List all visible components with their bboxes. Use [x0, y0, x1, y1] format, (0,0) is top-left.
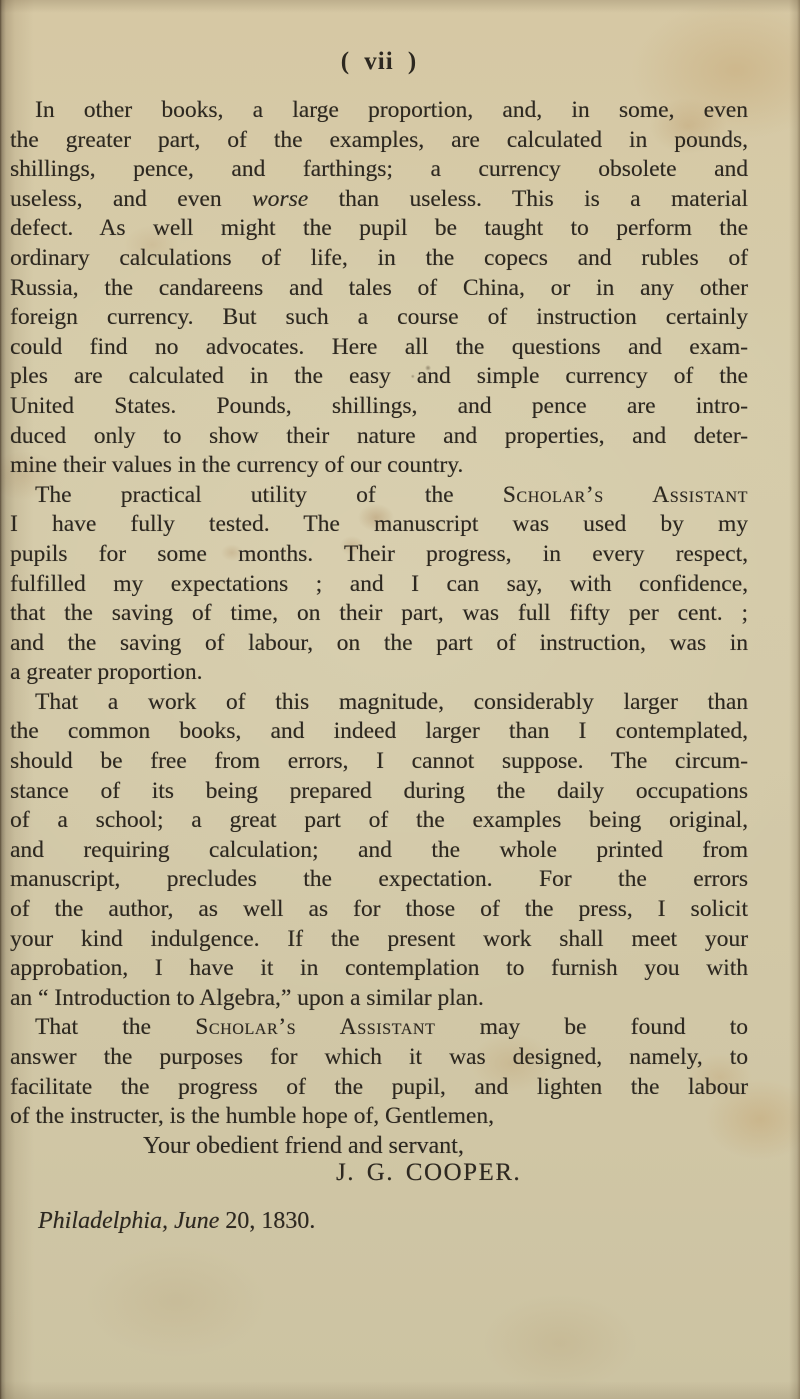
text-segment: shillings, pence, and farthings; a currency obsolete and [10, 156, 748, 183]
text-segment: duced only to show their nature and properties, and deter- [10, 422, 748, 449]
text-segment: United States. Pounds, shillings, and pence are intro- [10, 392, 748, 419]
text-line [10, 747, 748, 777]
text-line [10, 155, 748, 185]
text-segment: that the saving of time, on their part, was full fifty per cent. ; [10, 600, 748, 627]
text-line [10, 126, 748, 156]
text-segment: ordinary calculations of life, in the copecs and rubles of [10, 244, 748, 271]
text-segment: an “ Introduction to Algebra,” upon a similar plan. [10, 984, 484, 1011]
text-line [10, 333, 748, 363]
text-line [10, 688, 748, 718]
page-number: ( vii ) [340, 48, 418, 75]
text-line [10, 895, 748, 925]
text-line [10, 362, 748, 392]
text-segment: and requiring calculation; and the whole printed from [10, 836, 748, 863]
text-line [10, 777, 748, 807]
text-segment: approbation, I have it in contemplation to furnish you with [10, 955, 748, 982]
text-segment: The practical utility of the [35, 481, 503, 508]
text-line [10, 481, 748, 511]
text-segment: That the [35, 1014, 196, 1041]
text-line [10, 303, 748, 333]
text-segment: Russia, the candareens and tales of China, or in any other [10, 274, 748, 301]
text-line [10, 658, 748, 688]
text-segment: 20, 1830. [225, 1208, 316, 1234]
text-line [10, 510, 748, 540]
text-line [10, 422, 748, 452]
text-segment: the greater part, of the examples, are calculated in pounds, [10, 126, 748, 153]
text-line [10, 836, 748, 866]
paragraph [10, 688, 748, 1014]
text-segment: fulfilled my expectations ; and I can say, with confidence, [10, 570, 748, 597]
text-line [10, 570, 748, 600]
text-line [10, 1073, 748, 1103]
closing-salutation: Your obedient friend and servant, [143, 1133, 464, 1159]
text-segment: Philadelphia, June [38, 1208, 226, 1234]
text-line [10, 1043, 748, 1073]
text-line [10, 954, 748, 984]
text-segment: foreign currency. But such a course of instruction certainly [10, 304, 748, 331]
text-segment: of a school; a great part of the examples being original, [10, 807, 748, 834]
text-line [10, 1013, 748, 1043]
text-segment: pupils for some months. Their progress, in every respect, [10, 540, 748, 567]
text-line [10, 540, 748, 570]
closing-signature: J. G. COOPER. [336, 1159, 522, 1186]
paragraph [10, 481, 748, 688]
text-segment: of the author, as well as for those of the press, I solicit [10, 896, 748, 923]
text-segment: may be found to [435, 1014, 748, 1041]
text-segment: answer the purposes for which it was designed, namely, to [10, 1044, 748, 1070]
text-line [10, 274, 748, 304]
paragraph [10, 1013, 748, 1131]
text-segment: than useless. This is a material [308, 185, 748, 212]
text-segment: ples are calculated in the easy and simple currency of the [10, 363, 748, 390]
text-segment: manuscript, precludes the expectation. For the errors [10, 866, 748, 893]
text-segment: your kind indulgence. If the present work shall meet your [10, 925, 748, 952]
text-line [10, 1102, 748, 1132]
text-segment: stance of its being prepared during the daily occupations [10, 777, 748, 804]
text-line [10, 244, 748, 274]
text-line [10, 984, 748, 1014]
text-segment: mine their values in the currency of our country. [10, 452, 464, 479]
text-segment: Scholar’s Assistant [195, 1014, 436, 1041]
text-segment: worse [252, 185, 309, 212]
page-body [10, 96, 748, 1132]
text-segment: of the instructer, is the humble hope of, Gentlemen, [10, 1103, 494, 1130]
text-segment: useless, and even [10, 185, 252, 212]
text-line [10, 185, 748, 215]
text-line [10, 392, 748, 422]
text-segment: could find no advocates. Here all the questions and exam- [10, 333, 748, 360]
text-segment: a greater proportion. [10, 659, 203, 686]
text-segment: should be free from errors, I cannot suppose. The circum- [10, 748, 748, 775]
text-segment: Scholar’s Assistant [502, 481, 748, 508]
text-segment: That a work of this magnitude, considerably larger than [35, 688, 748, 715]
text-line [10, 717, 748, 747]
closing-dateline [38, 1208, 315, 1235]
text-line [10, 629, 748, 659]
text-segment: facilitate the progress of the pupil, and lighten the labour [10, 1073, 748, 1100]
text-segment: the common books, and indeed larger than I contemplated, [10, 718, 748, 745]
text-line [10, 599, 748, 629]
text-segment: and the saving of labour, on the part of instruction, was in [10, 629, 748, 656]
text-line [10, 806, 748, 836]
paragraph [10, 96, 748, 481]
text-segment: In other books, a large proportion, and, in some, even [35, 97, 748, 123]
text-line [10, 96, 748, 126]
text-line [10, 925, 748, 955]
text-segment: defect. As well might the pupil be taught to perform the [10, 215, 748, 242]
text-segment: I have fully tested. The manuscript was used by my [10, 511, 748, 538]
text-line [10, 214, 748, 244]
text-line [10, 451, 748, 481]
text-line [10, 865, 748, 895]
